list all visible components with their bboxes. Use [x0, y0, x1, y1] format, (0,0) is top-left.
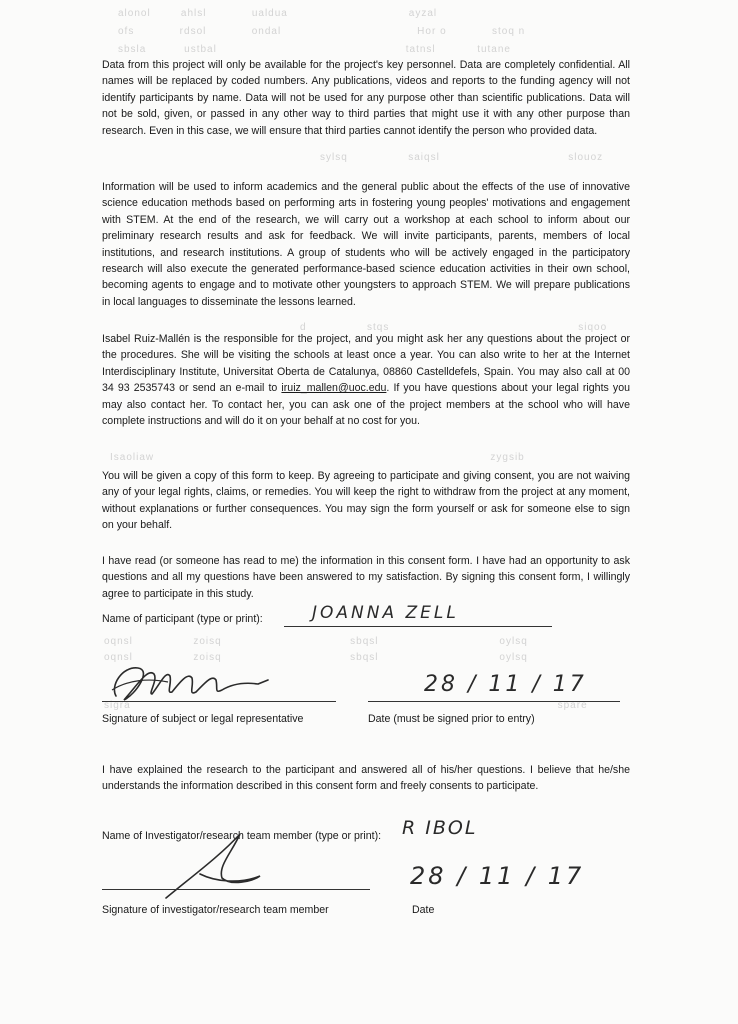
participant-signature-icon — [108, 660, 278, 706]
contact-email-link[interactable]: iruiz_mallen@uoc.edu — [281, 382, 387, 395]
bleed-through-text: Isaoliaw zygsib — [110, 452, 525, 463]
investigator-date-handwritten: 28 / 11 / 17 — [410, 862, 585, 890]
investigator-date-label: Date — [412, 904, 435, 916]
bleed-through-text: ofs rdsol ondal Hor o stoq n — [118, 26, 526, 37]
rights-paragraph: You will be given a copy of this form to keep. By agreeing to participate and giving consent, you are not waiving any of your legal rights, claims, or remedies. You will keep the right to withdraw from the project at any moment, without explanations or further consequences. You may sign the form yourself or ask for someone else to sign on your behalf. — [102, 470, 630, 532]
participant-date-line — [368, 701, 620, 702]
investigator-name-handwritten: R IBOL — [402, 817, 478, 839]
bleed-through-text: sigra spare — [104, 700, 588, 711]
investigator-statement-paragraph: I have explained the research to the participant and answered all of his/her questions. I believe that he/she understands the information described in this consent form and freely consents to participate. — [102, 764, 630, 793]
information-use-paragraph: Information will be used to inform academics and the general public about the effects of the use of innovative science education methods based on performing arts in fostering young peoples' motivations and engagement with STEM. At the end of the research, we will carry out a workshop at each school to inform about our preliminary research results and ask for feedback. We will invite participants, parents, members of local institutions, and research institutions. A group of students who will be actively engaged in the participatory research will also execute the generated performance-based science education activities in their own school, becoming agents to engage and to motivate other youngsters to approach STEM. We will prepare publications in local languages to disseminate the lessons learned. — [102, 181, 630, 308]
participant-signature-label: Signature of subject or legal representative — [102, 713, 304, 725]
participant-name-label: Name of participant (type or print): — [102, 613, 263, 625]
bleed-through-text: sbsla ustbal tatnsl tutane — [118, 44, 511, 55]
investigator-name-label: Name of Investigator/research team member (type or print): — [102, 830, 382, 842]
investigator-signature-icon — [160, 826, 270, 902]
confidentiality-paragraph: Data from this project will only be available for the project's key personnel. Data are completely confidential. All names will be replaced by coded numbers. Any publications, videos and reports to the funding agency will not identify participants by name. Data will not be used for any purpose other than scientific publications. Data will not be sold, given, or passed in any other way to third parties that might use it with any other purpose than research. Even in this case, we will ensure that third parties cannot identify the person who provided data. — [102, 59, 630, 137]
bleed-through-text: alonol ahlsl ualdua ayzal — [118, 8, 438, 19]
investigator-signature-line — [102, 889, 370, 890]
bleed-through-text: oqnsl zoisq sbqsl oylsq — [104, 652, 528, 663]
participant-name-handwritten: JOANNA ZELL — [312, 603, 459, 623]
participant-date-label: Date (must be signed prior to entry) — [368, 713, 535, 725]
investigator-signature-label: Signature of investigator/research team member — [102, 904, 329, 916]
contact-text-continued: . If you have questions about your legal rights you may also contact her. To contact her, you can ask one of the project members at the school who will have complete instructions and will do it on your behalf at no cost for you. — [102, 382, 630, 428]
bleed-through-text: d stqs siqoo — [300, 322, 608, 333]
contact-text: Isabel Ruiz-Mallén is the responsible for the project, and you might ask her any questions about the project or the procedures. She will be visiting the schools at least once a year. You can also write to her at the Internet Interdisciplinary Institute, Universitat Oberta de Catalunya, 08860 Castelldefels, Spain. You may also call at 00 34 93 2535743 or send an e-mail to — [102, 333, 630, 395]
bleed-through-text: sylsq saiqsl slouoz — [320, 152, 604, 163]
participant-date-handwritten: 28 / 11 / 17 — [424, 672, 587, 697]
participant-name-line — [284, 626, 552, 627]
consent-statement-paragraph: I have read (or someone has read to me) the information in this consent form. I have had an opportunity to ask questions and all my questions have been answered to my satisfaction. By signing this consent form, I willingly agree to participate in this study. — [102, 555, 630, 600]
participant-signature-line — [102, 701, 336, 702]
bleed-through-text: oqnsl zoisq sbqsl oylsq — [104, 636, 528, 647]
contact-paragraph — [102, 331, 630, 429]
